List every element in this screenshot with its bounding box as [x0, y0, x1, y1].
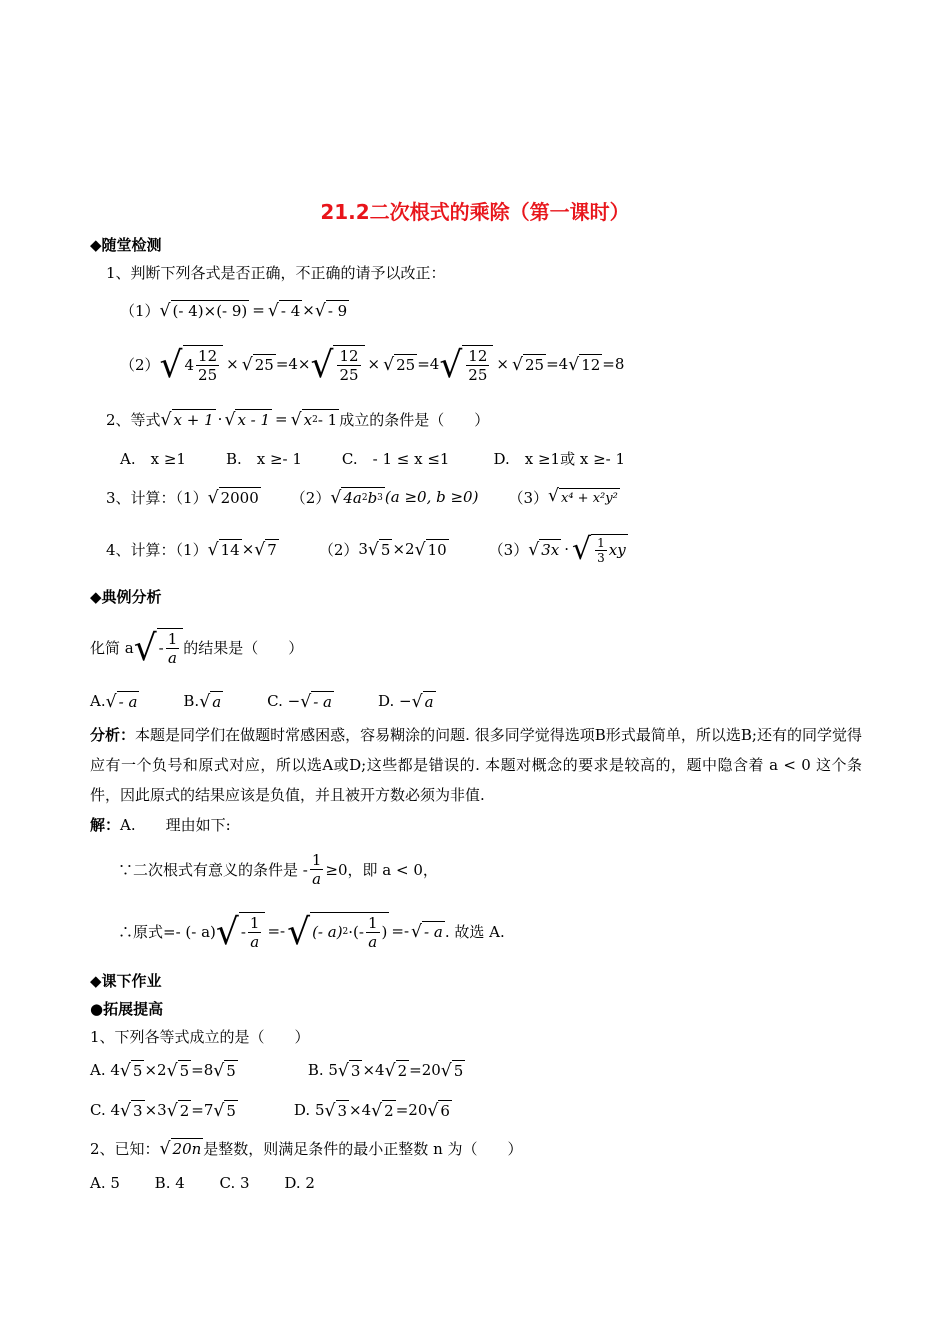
radicand-tail: - 1	[317, 411, 338, 429]
option-d-result: =20	[395, 1101, 428, 1119]
radicand: 5	[179, 1062, 190, 1080]
option-c-value: √ - a	[300, 691, 332, 712]
radicand: 2	[384, 1102, 394, 1120]
solution-text: . 故选 A.	[444, 922, 505, 941]
radicand: )	[381, 923, 388, 941]
part-label: （3）	[508, 488, 548, 507]
analysis-text: 本题是同学们在做题时常感困惑，容易糊涂的问题. 很多同学觉得选项B形式最简单，所以选B;还有的同学觉得应有一个负号和原式对应，所以选A或D;这些都是错误的. 本题对概念的要求是较高的，题中隐含着 a < 0 这个条件，因此原式的结果应该是负值，并且被开方数必须为非值.	[90, 726, 862, 804]
radicand: 3	[350, 1062, 361, 1080]
sqrt-expression: √ 5	[166, 1060, 190, 1081]
equals-sign: =	[275, 410, 288, 428]
option-b-value: √ a	[199, 691, 222, 712]
option-b-coefficient: ×4	[362, 1061, 385, 1079]
radicand: a	[424, 693, 434, 711]
radicand: 7	[267, 541, 277, 559]
dot-sign: ·	[564, 540, 570, 558]
equals-eight: =8	[602, 355, 625, 373]
radicand: x⁴ + x²y²	[559, 488, 620, 505]
analysis-paragraph	[90, 720, 862, 810]
solution-text: ∵二次根式有意义的条件是 -	[118, 860, 308, 879]
radicand: 20n	[172, 1140, 202, 1158]
sqrt-expression: √ (- a) 2 ·(- $\frac{1}{a}$ )	[287, 911, 388, 953]
exponent: 2	[312, 415, 318, 425]
option-c-coefficient: ×3	[144, 1101, 167, 1119]
option-a-value: √ - a	[105, 691, 138, 712]
whole-part: 4	[184, 356, 195, 374]
numerator: 1	[249, 913, 260, 932]
denominator: 25	[468, 365, 488, 384]
radicand: 5	[453, 1062, 464, 1080]
sqrt-expression: √ 3	[337, 1060, 361, 1081]
radicand: 10	[427, 541, 447, 559]
coefficient: 3	[358, 540, 368, 558]
question-1-part-2	[120, 340, 624, 388]
sqrt-expression: √ 25	[511, 354, 545, 375]
section-heading-extension: ●拓展提高	[90, 1000, 164, 1018]
radicand: 3	[337, 1102, 348, 1120]
sqrt-fraction: √ $\frac{12}{25}$	[311, 345, 365, 384]
sqrt-expression: √ 3	[324, 1100, 348, 1121]
homework-question-2-stem	[90, 1134, 523, 1162]
sqrt-expression: √ 2000	[207, 487, 259, 508]
option-d-coefficient: D. 5	[293, 1101, 325, 1119]
page-title: 21.2二次根式的乘除（第一课时）	[320, 200, 630, 224]
sqrt-expression: √ 10	[414, 539, 447, 560]
part-label: （3）	[488, 540, 529, 559]
radicand: 3	[133, 1102, 143, 1120]
analysis-label: 分析：	[90, 726, 136, 744]
sqrt-fraction: √ - $\frac{1}{a}$	[216, 912, 266, 951]
sqrt-expression: √ 25	[241, 354, 274, 375]
radicand: x + 1	[173, 411, 214, 429]
radicand: a	[212, 693, 222, 711]
variable: xy	[608, 541, 626, 559]
sqrt-expression: √ 4a 2 b 3	[330, 487, 383, 508]
denominator: 25	[339, 365, 359, 384]
radicand: - a	[118, 693, 138, 711]
solution-text: A. 理由如下:	[120, 816, 231, 834]
sqrt-expression: √ 3x	[528, 539, 560, 560]
radicand: 2	[179, 1102, 190, 1120]
question-text: 的结果是（ ）	[183, 638, 304, 657]
question-text: 4、计算：（1）	[106, 540, 208, 559]
sqrt-expression: √ 2	[166, 1100, 190, 1121]
solution-intro	[90, 814, 231, 835]
equals-four-times: =4×	[275, 355, 311, 373]
homework-question-1-options-cd	[90, 1096, 452, 1124]
equals-four: =4	[417, 355, 440, 373]
part-label: （2）	[120, 355, 160, 374]
equals-sign: =-	[267, 922, 286, 940]
option-d: D. x ≥1或 x ≥- 1	[493, 450, 626, 468]
solution-line-2	[118, 906, 505, 956]
variable: x	[303, 411, 313, 429]
denominator: a	[312, 869, 322, 888]
option-c-result: =7	[191, 1101, 214, 1119]
sqrt-expression: √ 5	[367, 539, 391, 560]
sqrt-expression: √ x 2 - 1	[290, 409, 338, 430]
sqrt-expression: √ 25	[383, 354, 416, 375]
sqrt-expression: √ 12	[568, 354, 601, 375]
sqrt-expression: √ - 4	[267, 300, 301, 321]
sqrt-expression: √ (- 4)×(- 9)	[159, 300, 248, 321]
radicand: 2	[397, 1062, 408, 1080]
radicand: 5	[226, 1062, 236, 1080]
option-c: C. - 1 ≤ x ≤1	[341, 450, 450, 468]
sqrt-expression: √ 5	[119, 1060, 143, 1081]
denominator: 25	[198, 365, 218, 384]
sqrt-expression: √ 20n	[159, 1138, 202, 1159]
numerator: 12	[339, 346, 359, 365]
numerator: 12	[198, 346, 218, 365]
sqrt-fraction: √ $\frac{1}{3}$ xy	[572, 531, 626, 567]
radicand: x - 1	[237, 411, 271, 429]
section-heading-homework: ◆课下作业	[90, 972, 162, 990]
denominator: a	[250, 932, 260, 951]
numerator: 12	[468, 346, 488, 365]
times-sign: ×	[302, 301, 315, 319]
question-2-options	[120, 448, 625, 469]
radicand: - 9	[327, 302, 348, 320]
option-a: A. x ≥1	[120, 450, 186, 468]
sqrt-expression: √ 5	[213, 1100, 236, 1121]
question-1-stem: 1、判断下列各式是否正确，不正确的请予以改正：	[106, 264, 446, 282]
option-c-label: C. −	[267, 692, 301, 710]
sqrt-expression: √ 5	[213, 1060, 236, 1081]
homework-question-1-options-ab	[90, 1056, 465, 1084]
example-question	[90, 624, 303, 670]
option-a-coefficient: A. 4	[90, 1061, 120, 1079]
times-sign: ×	[496, 355, 509, 373]
solution-line-1	[118, 846, 438, 892]
exponent: 2	[342, 927, 349, 937]
radicand: 5	[226, 1102, 236, 1120]
radicand: 6	[440, 1102, 450, 1120]
sqrt-expression: √ x⁴ + x²y²	[548, 486, 618, 507]
radicand: 12	[581, 356, 601, 374]
times-sign: ×	[367, 355, 381, 373]
option-b: B. x ≥- 1	[225, 450, 302, 468]
sqrt-expression: √ 6	[427, 1100, 450, 1121]
times-sign: ×	[226, 355, 239, 373]
section-heading-example: ◆典例分析	[90, 588, 162, 606]
question-text: 2、已知：	[90, 1139, 160, 1158]
option-b-label: B.	[183, 692, 200, 710]
sqrt-expression: √ 3	[120, 1100, 143, 1121]
question-text: 是整数，则满足条件的最小正整数 n 为（ ）	[203, 1139, 523, 1158]
equals-four: =4	[546, 355, 569, 373]
question-text: 2、等式	[106, 410, 161, 429]
radicand: - a	[424, 923, 443, 941]
option-b-coefficient: B. 5	[307, 1061, 338, 1079]
denominator: 3	[597, 550, 605, 565]
radicand: 25	[524, 356, 545, 374]
radicand: 4a	[343, 489, 362, 507]
sqrt-expression: √ 14	[207, 539, 240, 560]
sqrt-fraction: √ $\frac{12}{25}$	[439, 345, 493, 384]
radicand: 14	[220, 541, 240, 559]
radicand: 25	[396, 356, 416, 374]
sqrt-expression: √ - 9	[314, 300, 348, 321]
question-1-part-1	[120, 296, 349, 324]
numerator: 1	[367, 913, 378, 932]
radicand: 2000	[220, 489, 259, 507]
radicand: - a	[313, 693, 332, 711]
question-2-stem	[106, 406, 489, 432]
option-c-coefficient: C. 4	[90, 1101, 121, 1119]
question-3	[106, 484, 620, 510]
option-a-label: A.	[90, 692, 106, 710]
part-label: （2）	[290, 488, 331, 507]
section-heading-quiz: ◆随堂检测	[90, 236, 162, 254]
question-text: 3、计算：（1）	[106, 488, 208, 507]
radicand: (- a)	[312, 923, 343, 941]
numerator: 1	[167, 629, 178, 648]
radicand: b	[367, 489, 378, 507]
equals-sign: =	[252, 301, 265, 319]
option-d-label: D. −	[377, 692, 412, 710]
homework-question-2-options: A. 5 B. 4 C. 3 D. 2	[90, 1174, 315, 1192]
condition: (a ≥0, b ≥0)	[384, 488, 479, 506]
radicand: ·(-	[348, 923, 364, 941]
homework-question-1-stem: 1、下列各等式成立的是（ ）	[90, 1028, 310, 1046]
sqrt-mixed-fraction: √ 4 $\frac{12}{25}$	[160, 345, 224, 384]
option-b-result: =20	[409, 1061, 441, 1079]
part-label: （2）	[318, 540, 359, 559]
sqrt-fraction: √ - $\frac{1}{a}$	[134, 628, 184, 667]
question-text: 成立的条件是（ ）	[339, 410, 490, 429]
question-text: 化简 a	[90, 638, 134, 657]
dot-sign: ·	[217, 410, 223, 428]
option-a-coefficient: ×2	[144, 1061, 167, 1079]
numerator: 1	[597, 535, 605, 550]
option-d-value: √ a	[411, 691, 434, 712]
radicand: 25	[254, 356, 274, 374]
sqrt-expression: √ 5	[440, 1060, 464, 1081]
radicand: 5	[380, 541, 391, 559]
solution-text: ≥0，即 a < 0，	[325, 860, 438, 879]
times-sign: ×	[241, 540, 255, 558]
solution-label: 解：	[90, 816, 121, 834]
question-4	[106, 531, 628, 567]
part-label: （1）	[120, 301, 160, 320]
option-a-result: =8	[191, 1061, 214, 1079]
numerator: 1	[311, 850, 322, 869]
solution-text: ∴原式=- (- a)	[118, 922, 216, 941]
denominator: a	[368, 932, 378, 951]
sqrt-expression: √ x - 1	[224, 409, 271, 430]
coefficient: ×2	[392, 540, 415, 558]
option-d-coefficient: ×4	[349, 1101, 372, 1119]
sqrt-expression: √ x + 1	[160, 409, 214, 430]
example-options	[90, 688, 436, 714]
equals-sign: =-	[391, 922, 410, 940]
sqrt-expression: √ 7	[254, 539, 277, 560]
sqrt-expression: √ 2	[371, 1100, 394, 1121]
radicand: - 4	[280, 302, 301, 320]
radicand: (- 4)×(- 9)	[172, 302, 248, 320]
radicand: 5	[132, 1062, 143, 1080]
denominator: a	[168, 648, 177, 667]
sqrt-expression: √ - a	[411, 921, 443, 942]
radicand: 3x	[541, 541, 560, 559]
sqrt-expression: √ 2	[384, 1060, 408, 1081]
